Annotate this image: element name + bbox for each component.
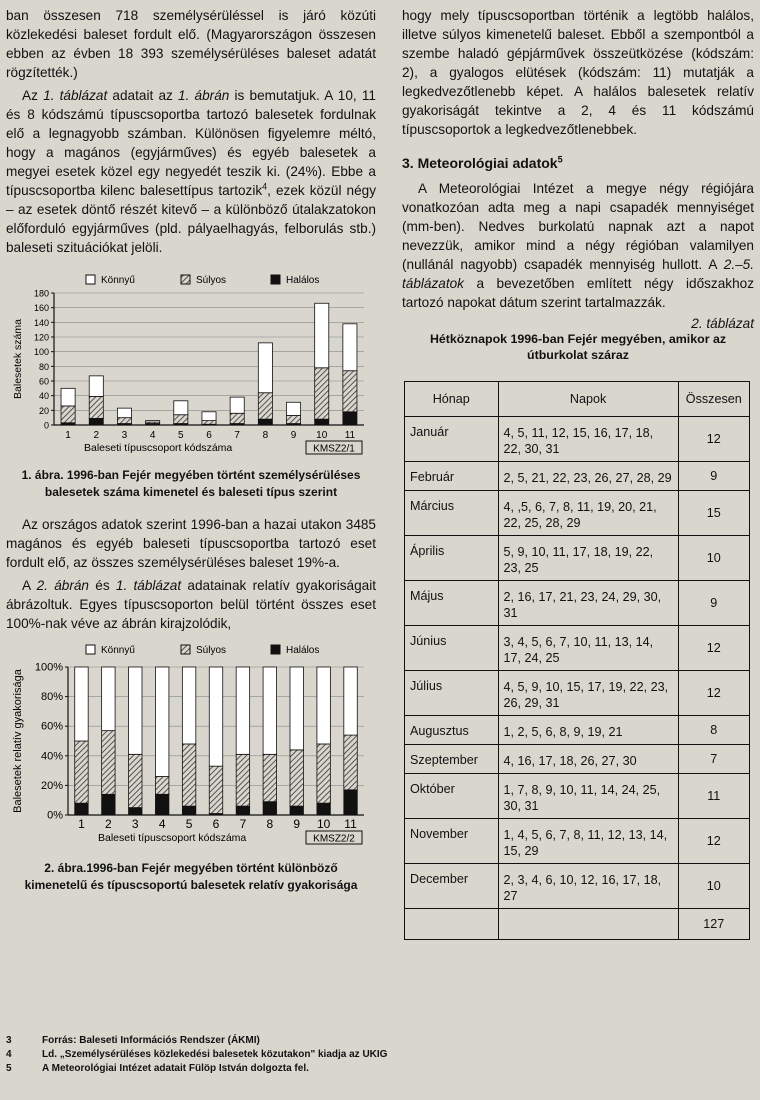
days-cell: 2, 16, 17, 21, 23, 24, 29, 30, 31 bbox=[498, 581, 678, 626]
bar-sulyos bbox=[202, 421, 216, 425]
bar-halalos bbox=[236, 806, 249, 815]
legend-label: Halálos bbox=[286, 275, 320, 286]
figure-1 bbox=[6, 271, 376, 461]
table-row bbox=[405, 671, 750, 716]
figure-2-caption: 2. ábra.1996-ban Fejér megyében történt különböző kimenetelű és típuscsoportú balesetek relatív gyakorisága bbox=[24, 861, 358, 892]
bar-sulyos bbox=[129, 754, 142, 807]
footnote: 3 Forrás: Baleseti Információs Rendszer (ÁKMI) bbox=[6, 1035, 260, 1046]
x-axis-label: Baleseti típuscsoport kódszáma bbox=[98, 832, 247, 844]
table-row bbox=[405, 626, 750, 671]
days-cell: 3, 4, 5, 6, 7, 10, 11, 13, 14, 17, 24, 25 bbox=[498, 626, 678, 671]
month-cell: Október bbox=[405, 774, 499, 819]
bar-sulyos bbox=[343, 371, 357, 412]
days-cell: 1, 4, 5, 6, 7, 8, 11, 12, 13, 14, 15, 29 bbox=[498, 819, 678, 864]
bar-könnyu bbox=[61, 388, 75, 406]
total-cell: 9 bbox=[678, 462, 749, 491]
days-cell: 4, 5, 9, 10, 15, 17, 19, 22, 23, 26, 29, 31 bbox=[498, 671, 678, 716]
bar-halalos bbox=[155, 794, 168, 815]
bar-könnyu bbox=[236, 667, 249, 754]
empty-cell bbox=[405, 909, 499, 940]
paragraph: A Meteorológiai Intézet a megye négy régiójára vonatkozóan adta meg a napi csapadék mennyiséget (mm-ben). Nedves burkolatú napnak azt a napot nevezzük, amikor mind a négy régióban valamilyen (nullánál nagyobb) csapadék mennyiség hullott. A 2.–5. táblázatok a bevezetőben említett négy időszakhoz tartozó napokat dátum szerint tartalmazzák. bbox=[402, 181, 754, 310]
bar-sulyos bbox=[236, 754, 249, 806]
paragraph: Az 1. táblázat adatait az 1. ábrán is bemutatjuk. A 10, 11 és 8 kódszámú típuscsoportba tartozó balesetek fordulnak elő a legnagyobb számban. Különösen figyelemre méltó, hogy a magános (egyjárműves) és egyéb balesetek a megyei esetek közel egy negyedét teszik ki. (24%). Ebbe a típuscsoportba kilenc balesettípus tartozik$^4$, ezek közül négy – az esetek döntő részét kitevő – a különböző útalakzatokon előforduló egyjárműves (pld. pályaelhagyás, felborulás stb.) baleseti szituációkat jelöli. bbox=[6, 88, 376, 255]
legend-swatch bbox=[271, 645, 280, 654]
bar-halalos bbox=[89, 418, 103, 425]
total-cell: 10 bbox=[678, 864, 749, 909]
footnote: 4 Ld. „Személysérüléses közlekedési balesetek közutakon" kiadja az UKIG bbox=[6, 1049, 388, 1060]
column-header: Hónap bbox=[405, 382, 499, 417]
total-cell: 12 bbox=[678, 417, 749, 462]
empty-cell bbox=[498, 909, 678, 940]
table-total-row bbox=[405, 909, 750, 940]
bar-könnyu bbox=[155, 667, 168, 777]
bar-sulyos bbox=[230, 413, 244, 423]
x-tick-label: 5 bbox=[178, 430, 184, 441]
legend-swatch bbox=[181, 275, 190, 284]
x-tick-label: 11 bbox=[344, 817, 357, 831]
month-cell: Július bbox=[405, 671, 499, 716]
x-tick-label: 2 bbox=[93, 430, 100, 441]
days-cell: 1, 2, 5, 6, 8, 9, 19, 21 bbox=[498, 716, 678, 745]
paragraph: A 2. ábrán és 1. táblázat adatainak relatív gyakoriságait ábrázoltuk. Egyes típuscsoporton belül történt összes eset 100%-nak véve az ábrán kirajzolódik, bbox=[6, 578, 377, 631]
bar-könnyu bbox=[230, 397, 244, 413]
bar-könnyu bbox=[343, 324, 357, 371]
bar-sulyos bbox=[182, 744, 195, 806]
x-axis-label: Baleseti típuscsoport kódszáma bbox=[84, 442, 233, 454]
bar-halalos bbox=[343, 412, 357, 425]
x-tick-label: 4 bbox=[158, 817, 166, 831]
bar-sulyos bbox=[209, 766, 222, 813]
days-cell: 2, 3, 4, 6, 10, 12, 16, 17, 18, 27 bbox=[498, 864, 678, 909]
legend-swatch bbox=[181, 645, 190, 654]
x-tick-label: 1 bbox=[78, 817, 85, 831]
table-row bbox=[405, 774, 750, 819]
footnote: 5 A Meteorológiai Intézet adatait Fülöp István dolgozta fel. bbox=[6, 1063, 309, 1074]
figure-1-caption: 1. ábra. 1996-ban Fejér megyében történt személysérüléses balesetek száma kimenetel és baleseti típus szerint bbox=[21, 468, 361, 499]
legend-swatch bbox=[271, 275, 280, 284]
days-cell: 1, 7, 8, 9, 10, 11, 14, 24, 25, 30, 31 bbox=[498, 774, 678, 819]
bar-sulyos bbox=[344, 735, 357, 790]
x-tick-label: 10 bbox=[316, 430, 328, 441]
y-tick-label: 20 bbox=[38, 405, 49, 416]
bar-sulyos bbox=[102, 731, 115, 795]
y-tick-label: 160 bbox=[33, 303, 49, 314]
x-tick-label: 8 bbox=[262, 430, 269, 441]
total-cell: 8 bbox=[678, 716, 749, 745]
x-tick-label: 9 bbox=[290, 430, 297, 441]
bar-halalos bbox=[317, 803, 330, 815]
y-tick-label: 100 bbox=[33, 347, 49, 358]
bar-könnyu bbox=[209, 667, 222, 766]
figure-tag: KMSZ2/1 bbox=[313, 443, 355, 455]
bar-könnyu bbox=[89, 376, 103, 397]
grand-total: 127 bbox=[678, 909, 749, 940]
days-cell: 5, 9, 10, 11, 17, 18, 19, 22, 23, 25 bbox=[498, 536, 678, 581]
y-tick-label: 80 bbox=[38, 361, 49, 372]
bar-sulyos bbox=[89, 396, 103, 418]
y-tick-label: 140 bbox=[33, 317, 49, 328]
table-number: 2. táblázat bbox=[691, 316, 754, 331]
legend-label: Könnyű bbox=[101, 275, 135, 286]
bar-sulyos bbox=[258, 393, 272, 419]
table-row bbox=[405, 581, 750, 626]
table-row bbox=[405, 819, 750, 864]
bar-halalos bbox=[344, 790, 357, 815]
dry-days-table bbox=[404, 381, 750, 940]
right-column bbox=[402, 6, 754, 940]
left-column bbox=[6, 6, 376, 894]
bar-halalos bbox=[102, 794, 115, 815]
bar-könnyu bbox=[102, 667, 115, 731]
figure-tag: KMSZ2/2 bbox=[313, 833, 355, 845]
days-cell: 2, 5, 21, 22, 23, 26, 27, 28, 29 bbox=[498, 462, 678, 491]
bar-sulyos bbox=[290, 750, 303, 806]
chart-2 bbox=[6, 639, 376, 849]
total-cell: 12 bbox=[678, 626, 749, 671]
x-tick-label: 5 bbox=[185, 817, 193, 831]
bar-sulyos bbox=[317, 744, 330, 803]
month-cell: December bbox=[405, 864, 499, 909]
y-tick-label: 40% bbox=[40, 750, 63, 763]
bar-könnyu bbox=[146, 421, 160, 422]
y-axis-label: Balesetek száma bbox=[12, 319, 24, 399]
x-tick-label: 10 bbox=[316, 817, 331, 831]
bar-halalos bbox=[75, 803, 88, 815]
total-cell: 10 bbox=[678, 536, 749, 581]
y-tick-label: 60% bbox=[40, 720, 63, 733]
month-cell: Március bbox=[405, 491, 499, 536]
table-row bbox=[405, 716, 750, 745]
bar-halalos bbox=[129, 808, 142, 815]
x-tick-label: 3 bbox=[131, 817, 139, 831]
month-cell: Augusztus bbox=[405, 716, 499, 745]
bar-halalos bbox=[263, 802, 276, 815]
total-cell: 11 bbox=[678, 774, 749, 819]
month-cell: Február bbox=[405, 462, 499, 491]
table-row bbox=[405, 491, 750, 536]
bar-sulyos bbox=[75, 741, 88, 803]
month-cell: Január bbox=[405, 417, 499, 462]
x-tick-label: 7 bbox=[239, 817, 247, 831]
legend-label: Súlyos bbox=[196, 275, 227, 286]
bar-halalos bbox=[290, 806, 303, 815]
bar-sulyos bbox=[117, 418, 131, 424]
month-cell: Június bbox=[405, 626, 499, 671]
bar-halalos bbox=[315, 419, 329, 425]
y-tick-label: 60 bbox=[38, 376, 49, 387]
table-body bbox=[405, 417, 750, 909]
y-tick-label: 120 bbox=[33, 332, 49, 343]
bar-sulyos bbox=[174, 415, 188, 424]
chart-1 bbox=[6, 271, 376, 456]
table-row bbox=[405, 745, 750, 774]
month-cell: November bbox=[405, 819, 499, 864]
bar-sulyos bbox=[61, 406, 75, 423]
legend-swatch bbox=[86, 645, 95, 654]
bar-halalos bbox=[258, 419, 272, 425]
bar-sulyos bbox=[155, 777, 168, 795]
total-cell: 9 bbox=[678, 581, 749, 626]
x-tick-label: 6 bbox=[206, 430, 212, 441]
paragraph: hogy mely típuscsoportban történik a legtöbb halálos, illetve súlyos kimenetelű baleset. Ebből a szempontból a szembe haladó gépjárművek összeütközése (kódszám: 2), a gyalogos elütések (kódszám: 11) mutatják a legkedvezőtlenebb képet. A halálos balesetek relatív gyakoriságát tekintve a 2, 4 és 11 kódszámú típuscsoportok a legkedvezőtlenebbek. bbox=[402, 8, 754, 137]
bar-halalos bbox=[182, 806, 195, 815]
y-tick-label: 20% bbox=[40, 779, 63, 792]
y-tick-label: 40 bbox=[38, 391, 49, 402]
days-cell: 4, ,5, 6, 7, 8, 11, 19, 20, 21, 22, 25, 28, 29 bbox=[498, 491, 678, 536]
legend-swatch bbox=[86, 275, 95, 284]
legend-label: Súlyos bbox=[196, 645, 227, 656]
table-title: Hétköznapok 1996-ban Fejér megyében, amikor az útburkolat száraz bbox=[429, 332, 727, 362]
bar-könnyu bbox=[75, 667, 88, 741]
y-tick-label: 80% bbox=[40, 691, 63, 704]
bar-könnyu bbox=[117, 408, 131, 418]
bar-könnyu bbox=[290, 667, 303, 750]
total-cell: 15 bbox=[678, 491, 749, 536]
bar-könnyu bbox=[344, 667, 357, 735]
legend-label: Halálos bbox=[286, 645, 320, 656]
bar-könnyu bbox=[317, 667, 330, 744]
x-tick-label: 3 bbox=[121, 430, 128, 441]
total-cell: 12 bbox=[678, 671, 749, 716]
bar-sulyos bbox=[263, 754, 276, 801]
y-axis-label: Balesetek relatív gyakorisága bbox=[12, 669, 24, 813]
x-tick-label: 8 bbox=[266, 817, 274, 831]
column-header: Összesen bbox=[678, 382, 749, 417]
table-row bbox=[405, 536, 750, 581]
bar-könnyu bbox=[202, 412, 216, 421]
legend-label: Könnyű bbox=[101, 645, 135, 656]
total-cell: 7 bbox=[678, 745, 749, 774]
bar-könnyu bbox=[287, 402, 301, 415]
x-tick-label: 1 bbox=[65, 430, 71, 441]
bar-könnyu bbox=[263, 667, 276, 754]
y-tick-label: 100% bbox=[34, 661, 63, 674]
footnotes bbox=[6, 1034, 746, 1076]
month-cell: Szeptember bbox=[405, 745, 499, 774]
bar-könnyu bbox=[174, 401, 188, 415]
table-row bbox=[405, 417, 750, 462]
x-tick-label: 4 bbox=[149, 430, 156, 441]
bar-könnyu bbox=[315, 303, 329, 368]
month-cell: Május bbox=[405, 581, 499, 626]
section-title: 3. Meteorológiai adatok$^5$ bbox=[402, 154, 563, 171]
bar-sulyos bbox=[315, 368, 329, 419]
month-cell: Április bbox=[405, 536, 499, 581]
x-tick-label: 6 bbox=[212, 817, 220, 831]
bar-könnyu bbox=[258, 343, 272, 393]
table-row bbox=[405, 864, 750, 909]
bar-sulyos bbox=[287, 415, 301, 423]
figure-2 bbox=[6, 639, 376, 854]
days-cell: 4, 5, 11, 12, 15, 16, 17, 18, 22, 30, 31 bbox=[498, 417, 678, 462]
total-cell: 12 bbox=[678, 819, 749, 864]
x-tick-label: 9 bbox=[293, 817, 301, 831]
table-row bbox=[405, 462, 750, 491]
paragraph: ban összesen 718 személysérüléssel is járó közúti közlekedési baleset fordult elő. (Magyarországon összesen ebben az évben 18 393 személysérüléses baleset adatát rögzítették.) bbox=[6, 8, 376, 80]
bar-könnyu bbox=[182, 667, 195, 744]
x-tick-label: 2 bbox=[105, 817, 112, 831]
x-tick-label: 11 bbox=[344, 430, 356, 441]
y-tick-label: 0 bbox=[43, 420, 49, 431]
days-cell: 4, 16, 17, 18, 26, 27, 30 bbox=[498, 745, 678, 774]
x-tick-label: 7 bbox=[234, 430, 240, 441]
y-tick-label: 0% bbox=[47, 809, 63, 822]
paragraph: Az országos adatok szerint 1996-ban a hazai utakon 3485 magános és egyéb baleseti típuscsoportba tartozó eset fordult elő, az összes személysérüléses baleset 19%-a. bbox=[6, 517, 376, 570]
column-header: Napok bbox=[498, 382, 678, 417]
bar-könnyu bbox=[129, 667, 142, 754]
y-tick-label: 180 bbox=[33, 288, 49, 299]
